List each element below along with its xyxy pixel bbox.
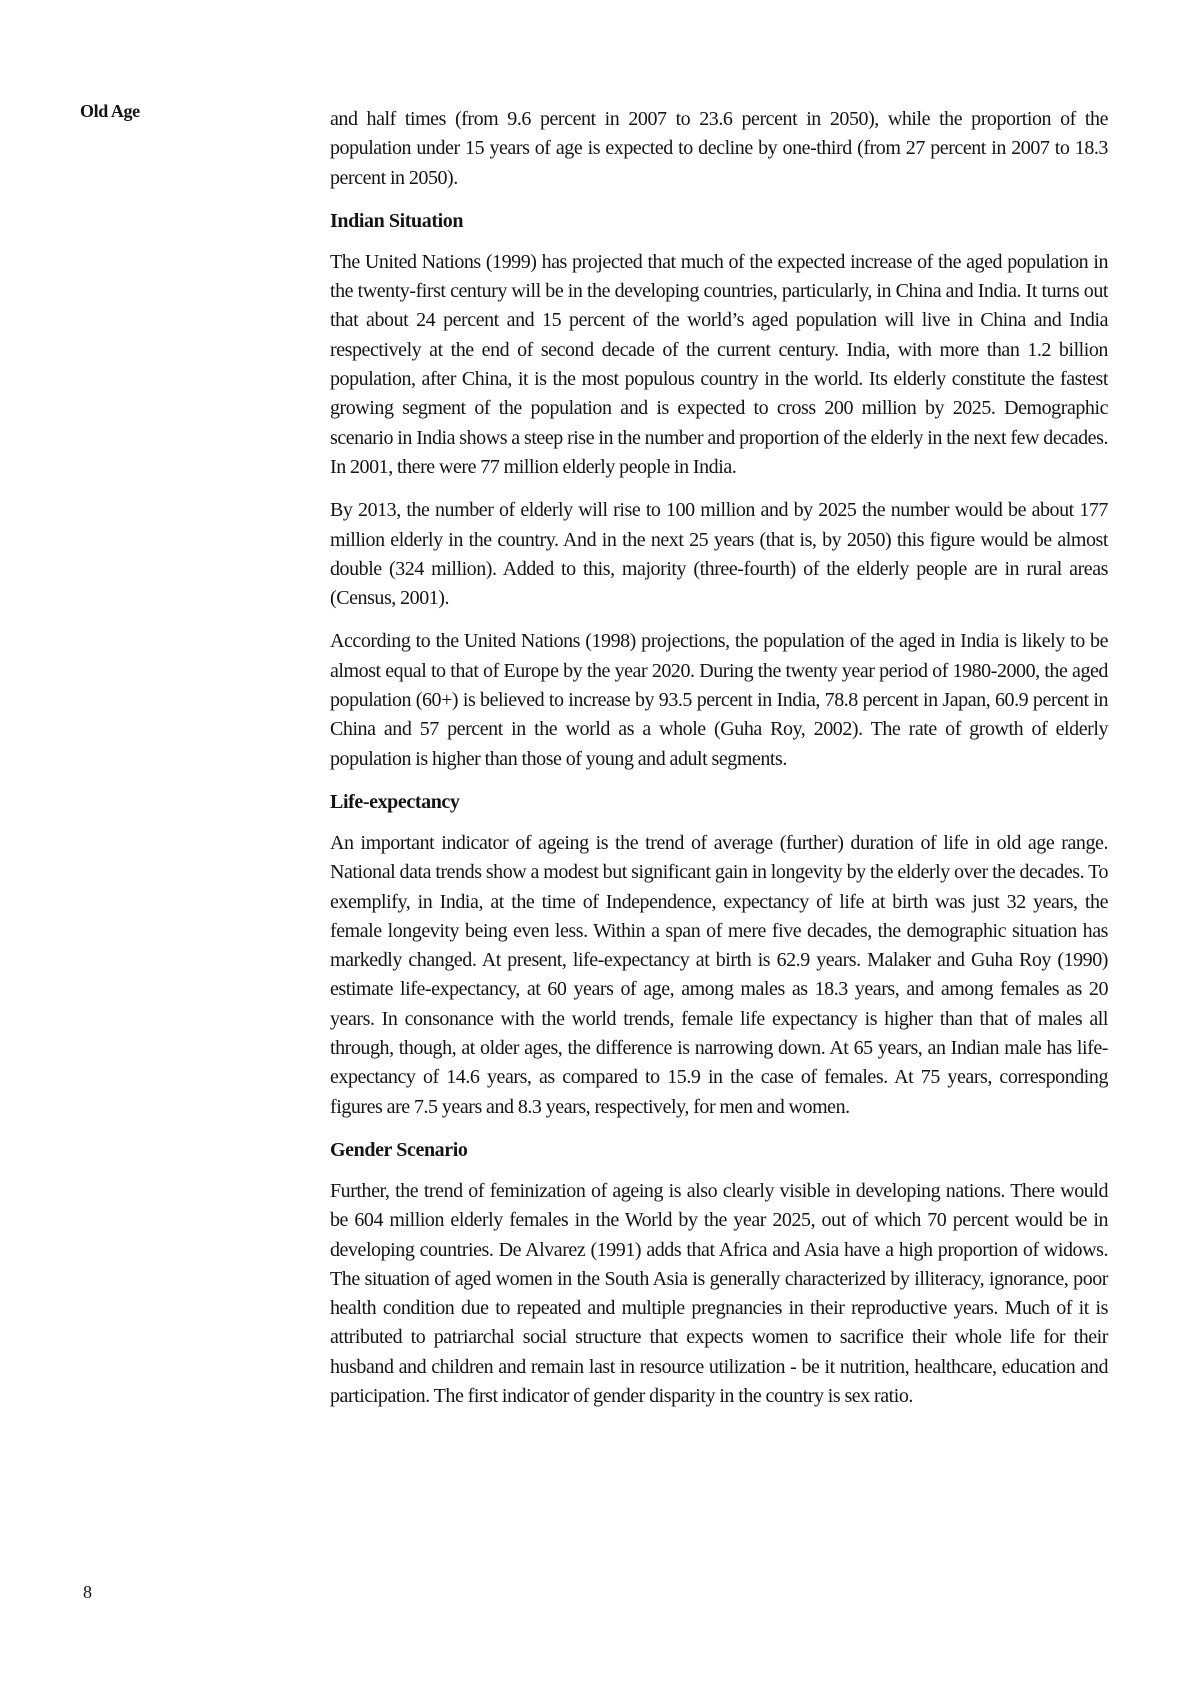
paragraph-indian-situation-1: The United Nations (1999) has projected that much of the expected increase of the aged population in the twenty-first century will be in the developing countries, particularly, in China and India. It turns out that about 24 percent and 15 percent of the world’s aged population will live in China and India respectively at the end of second decade of the current century. India, with more than 1.2 billion population, after China, it is the most populous country in the world. Its elderly constitute the fastest growing segment of the population and is expected to cross 200 million by 2025. Demographic scenario in India shows a steep rise in the number and proportion of the elderly in the next few decades. In 2001, there were 77 million elderly people in India.: [330, 250, 1108, 478]
paragraph-indian-situation-2: By 2013, the number of elderly will rise to 100 million and by 2025 the number would be about 177 million elderly in the country. And in the next 25 years (that is, by 2050) this figure would be almost double (324 million). Added to this, majority (three-fourth) of the elderly people are in rural areas (Census, 2001).: [330, 499, 1108, 610]
page-body: [330, 105, 1108, 1425]
paragraph-indian-situation-3: According to the United Nations (1998) projections, the population of the aged in India is likely to be almost equal to that of Europe by the year 2020. During the twenty year period of 1980-2000, the aged population (60+) is believed to increase by 93.5 percent in India, 78.8 percent in Japan, 60.9 percent in China and 57 percent in the world as a whole (Guha Roy, 2002). The rate of growth of elderly population is higher than those of young and adult segments.: [330, 630, 1108, 770]
running-head: Old Age: [80, 101, 140, 121]
paragraph-gender-scenario: Further, the trend of feminization of ageing is also clearly visible in developing nations. There would be 604 million elderly females in the World by the year 2025, out of which 70 percent would be in developing countries. De Alvarez (1991) adds that Africa and Asia have a high proportion of widows. The situation of aged women in the South Asia is generally characterized by illiteracy, ignorance, poor health condition due to repeated and multiple pregnancies in their reproductive years. Much of it is attributed to patriarchal social structure that expects women to sacrifice their whole life for their husband and children and remain last in resource utilization - be it nutrition, healthcare, education and participation. The first indicator of gender disparity in the country is sex ratio.: [330, 1179, 1108, 1407]
paragraph-life-expectancy: An important indicator of ageing is the trend of average (further) duration of life in old age range. National data trends show a modest but significant gain in longevity by the elderly over the decades. To exemplify, in India, at the time of Independence, expectancy of life at birth was just 32 years, the female longevity being even less. Within a span of mere five decades, the demographic situation has markedly changed. At present, life-expectancy at birth is 62.9 years. Malaker and Guha Roy (1990) estimate life-expectancy, at 60 years of age, among males as 18.3 years, and among females as 20 years. In consonance with the world trends, female life expectancy is higher than that of males all through, though, at older ages, the difference is narrowing down. At 65 years, an Indian male has life-expectancy of 14.6 years, as compared to 15.9 in the case of females. At 75 years, corresponding figures are 7.5 years and 8.3 years, respectively, for men and women.: [330, 831, 1108, 1118]
heading-indian-situation: Indian Situation: [330, 209, 464, 232]
page-number: 8: [83, 1582, 92, 1602]
heading-life-expectancy: Life-expectancy: [330, 790, 460, 813]
heading-gender-scenario: Gender Scenario: [330, 1138, 468, 1161]
paragraph-intro-continued: and half times (from 9.6 percent in 2007 to 23.6 percent in 2050), while the proportion of the population under 15 years of age is expected to decline by one-third (from 27 percent in 2007 to 18.3 percent in 2050).: [330, 108, 1108, 189]
